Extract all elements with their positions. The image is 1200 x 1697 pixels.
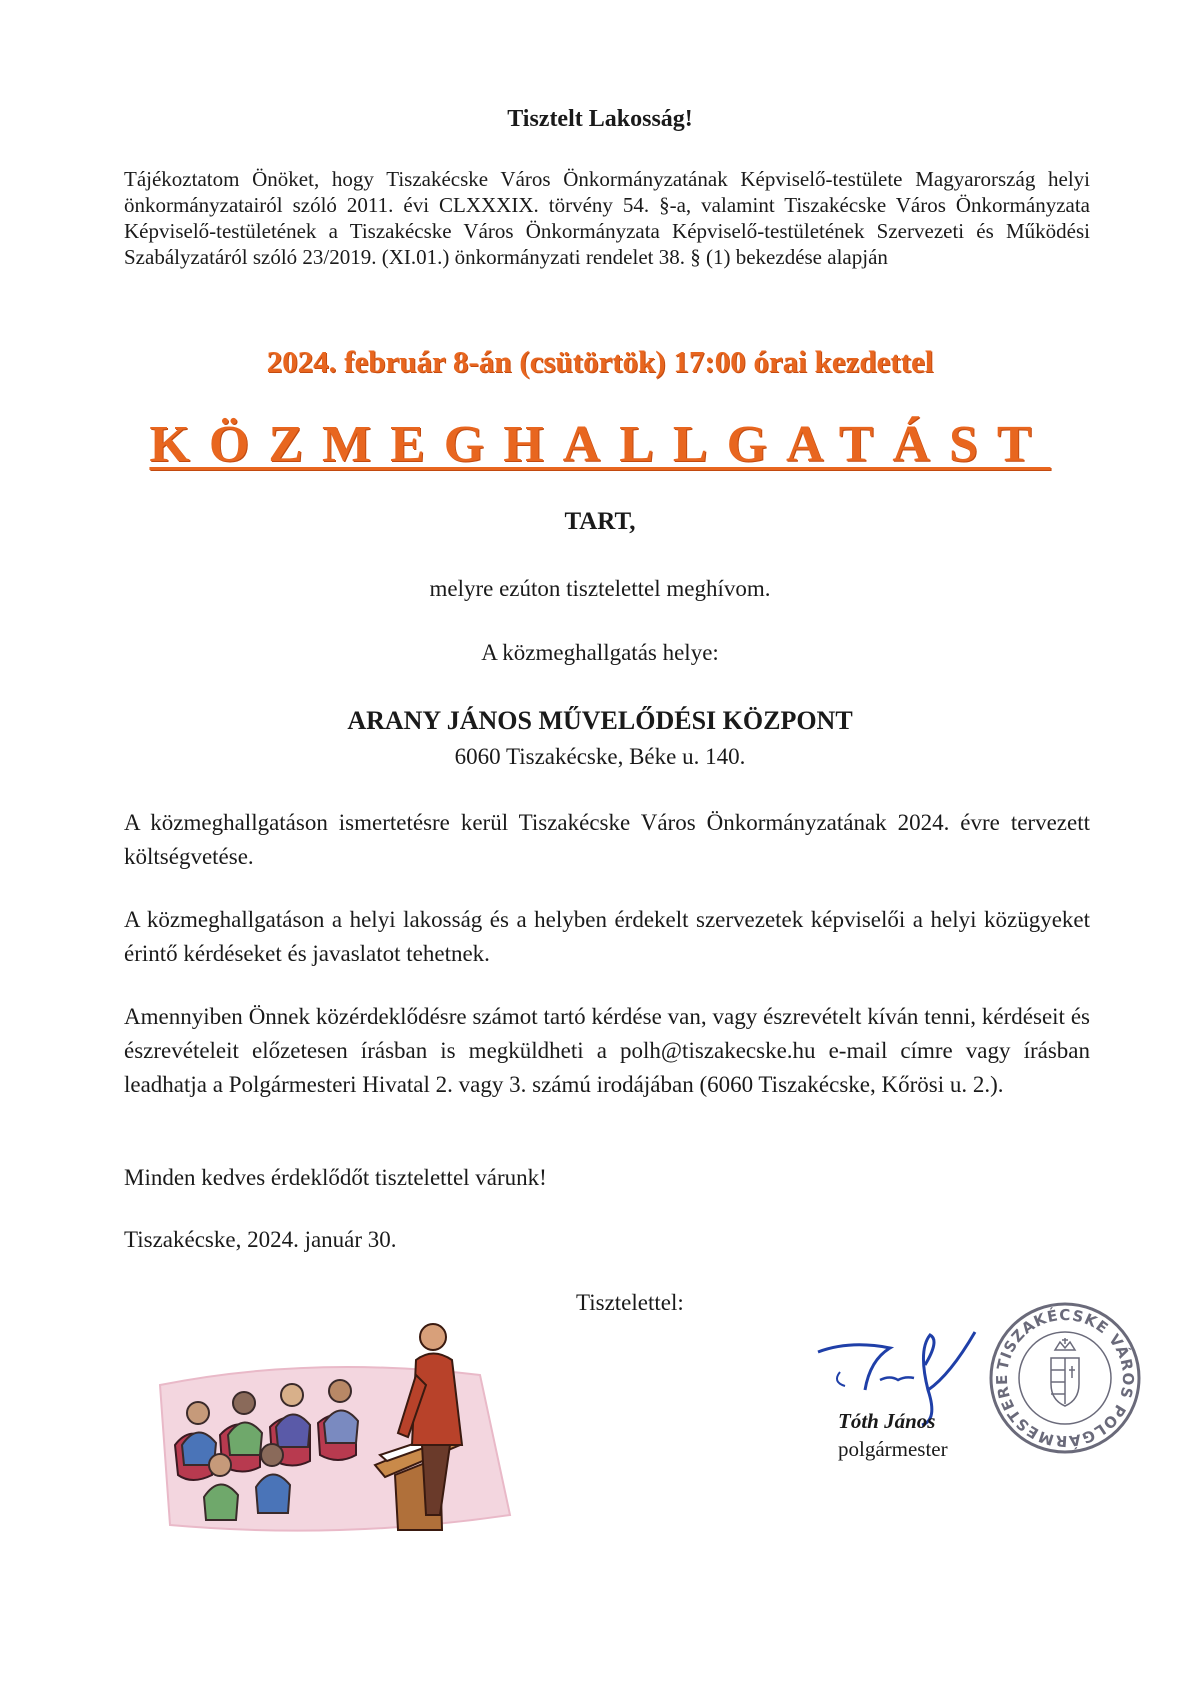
place-date: Tiszakécske, 2024. január 30.	[124, 1227, 397, 1252]
venue-address: 6060 Tiszakécske, Béke u. 140.	[454, 744, 746, 769]
stamp-text: TISZAKÉCSKE VÁROS POLGÁRMESTERE	[992, 1305, 1138, 1451]
body-paragraph-contact: Amennyiben Önnek közérdeklődésre számot tartó kérdése van, vagy észrevételt kíván tenni, kérdéseit és észrevételeit előzetesen írásban is megküldheti a polh@tiszakecske.hu e-mail címre vagy írásban leadhatja a Polgármesteri Hivatal 2. vagy 3. számú irodájában (6060 Tiszakécske, Kőrösi u. 2.).	[124, 1004, 1090, 1097]
intro-paragraph: Tájékoztatom Önöket, hogy Tiszakécske Város Önkormányzatának Képviselő-testülete Magyarország helyi önkormányzatairól szóló 2011. évi CLXXXIX. törvény 54. §-a, valamint Tiszakécske Város Önkormányzata Képviselő-testületének a Tiszakécske Város Önkormányzata Képviselő-testületének Szervezeti és Működési Szabályzatáról szóló 23/2019. (XI.01.) önkormányzati rendelet 38. § (1) bekezdése alapján	[124, 167, 1090, 269]
event-datetime: 2024. február 8-án (csütörtök) 17:00 órai kezdettel	[266, 344, 934, 379]
signer-title: polgármester	[838, 1437, 948, 1461]
body-paragraph-questions: A közmeghallgatáson a helyi lakosság és a helyben érdekelt szervezetek képviselői a helyi közügyeket érintő kérdéseket és javaslatot tehetnek.	[124, 907, 1090, 966]
venue-label: A közmeghallgatás helye:	[481, 640, 719, 665]
municipal-seal-stamp	[985, 1298, 1145, 1458]
greeting-heading: Tisztelt Lakosság!	[507, 106, 693, 132]
tart-text: TART,	[564, 508, 636, 535]
regards-line: Tisztelettel:	[576, 1290, 684, 1315]
invite-text: melyre ezúton tisztelettel meghívom.	[429, 576, 771, 601]
body-paragraph-budget: A közmeghallgatáson ismertetésre kerül Tiszakécske Város Önkormányzatának 2024. évre tervezett költségvetése.	[124, 810, 1090, 869]
venue-name: ARANY JÁNOS MŰVELŐDÉSI KÖZPONT	[347, 706, 853, 735]
audience-lecture-illustration	[150, 1315, 550, 1545]
signer-name: Tóth János	[838, 1409, 936, 1433]
closing-line: Minden kedves érdeklődőt tisztelettel várunk!	[124, 1165, 547, 1190]
event-title: KÖZMEGHALLGATÁST	[149, 416, 1051, 473]
